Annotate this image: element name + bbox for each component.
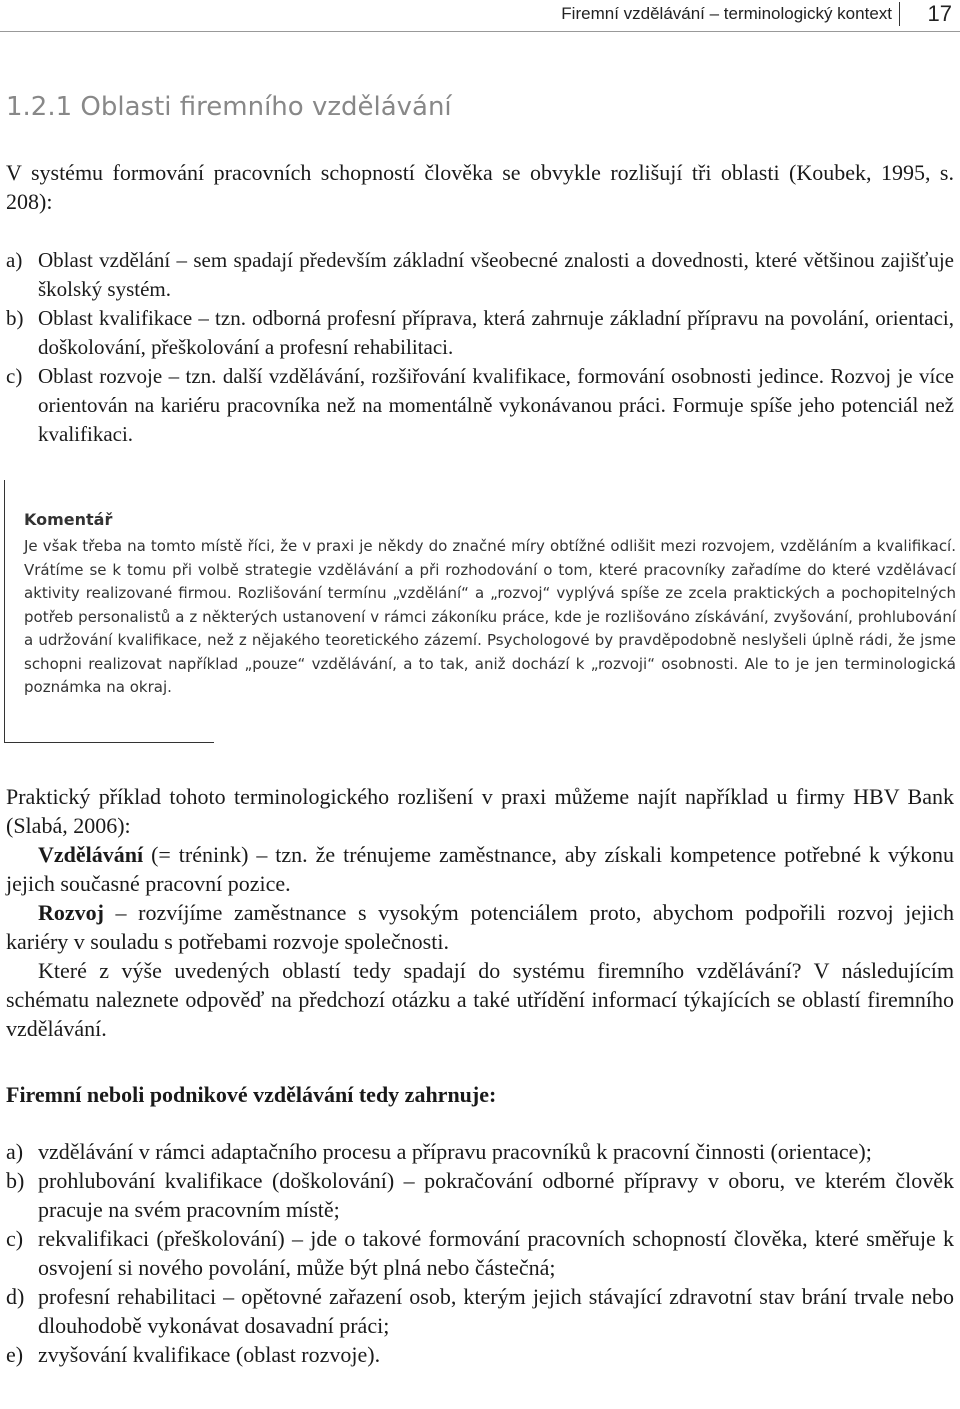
areas-list xyxy=(6,246,954,449)
list-item: b) Oblast kvalifikace – tzn. odborná profesní příprava, která zahrnuje základní přípravu na povolání, orientaci, doškolování, přeškolování a profesní rehabilitaci. xyxy=(6,306,954,359)
header-separator xyxy=(899,2,900,26)
includes-heading: Firemní neboli podnikové vzdělávání tedy zahrnuje: xyxy=(6,1082,497,1107)
list-item: b) prohlubování kvalifikace (doškolování) – pokračování odborné přípravy v oboru, ve kterém člověk pracuje na svém pracovním místě; xyxy=(6,1168,954,1222)
example-block xyxy=(6,782,954,1043)
list-item: c) Oblast rozvoje – tzn. další vzdělávání, rozšiřování kvalifikace, formování osobnosti jedince. Rozvoj je více orientován na kariéru pracovníka než na momentálně vykonávanou práci. Formuje spíše jeho potenciál než kvalifikaci. xyxy=(6,364,954,446)
comment-border-left xyxy=(4,480,5,742)
list-item: d) profesní rehabilitaci – opětovné zařazení osob, kterým jejich stávající zdravotní stav brání trvale nebo dlouhodobě vykonávat dosavadní práci; xyxy=(6,1284,954,1338)
running-title: Firemní vzdělávání – terminologický kontext xyxy=(561,4,892,23)
example-development: Rozvoj – rozvíjíme zaměstnance s vysokým potenciálem proto, abychom podpořili rozvoj jejich kariéry v souladu s potřebami rozvoje společnosti. xyxy=(6,900,954,954)
comment-title: Komentář xyxy=(24,510,113,529)
list-item: a) vzdělávání v rámci adaptačního procesu a přípravu pracovníků k pracovní činnosti (orientace); xyxy=(6,1139,872,1164)
example-training: Vzdělávání (= trénink) – tzn. že trénujeme zaměstnance, aby získali kompetence potřebné k výkonu jejich současné pracovní pozice. xyxy=(6,842,954,896)
header-rule xyxy=(0,31,960,32)
example-question: Které z výše uvedených oblastí tedy spadají do systému firemního vzdělávání? V následujícím schématu naleznete odpověď na předchozí otázku a také utřídění informací týkajících se oblastí firemního vzdělávání. xyxy=(6,958,954,1041)
list-item: e) zvyšování kvalifikace (oblast rozvoje). xyxy=(6,1342,381,1367)
comment-border-bottom xyxy=(4,742,214,743)
page-number: 17 xyxy=(927,1,952,26)
list-item: a) Oblast vzdělání – sem spadají především základní všeobecné znalosti a dovednosti, které většinou zajišťuje školský systém. xyxy=(6,248,954,301)
intro-paragraph: V systému formování pracovních schopností člověka se obvykle rozlišují tři oblasti (Koubek, 1995, s. 208): xyxy=(6,160,954,214)
comment-box xyxy=(4,480,956,744)
includes-list xyxy=(6,1137,954,1369)
example-intro: Praktický příklad tohoto terminologického rozlišení v praxi můžeme najít například u firmy HBV Bank (Slabá, 2006): xyxy=(6,784,954,838)
page-header xyxy=(0,0,960,40)
list-item: c) rekvalifikaci (přeškolování) – jde o takové formování pracovních schopností člověka, které směřuje k osvojení si nového povolání, může být plná nebo částečná; xyxy=(6,1226,954,1280)
section-title: 1.2.1 Oblasti firemního vzdělávání xyxy=(6,92,452,122)
comment-body: Je však třeba na tomto místě říci, že v praxi je někdy do značné míry obtížné odlišit mezi rozvojem, vzděláním a kvalifikací. Vrátíme se k tomu při volbě strategie vzdělávání a při rozhodování o tom, které pracovníky zařadíme do které vzdělávací aktivity realizované firmou. Rozlišování termínu „vzdělání“ a „rozvoj“ vyplývá spíše ze zcela praktických a pochopitelných potřeb personalistů a z některých ustanovení v rámci zákoníku práce, kde je rozlišováno získávání, zvyšování, prohlubování a udržování kvalifikace, než z nějakého teoretického zázemí. Psychologové by pravděpodobně neslyšeli úplně rádi, že jsme schopni realizovat například „pouze“ vzdělávání, a to tak, aniž dochází k „rozvoji“ osobnosti. Ale to je jen terminologická poznámka na okraj. xyxy=(24,537,956,696)
